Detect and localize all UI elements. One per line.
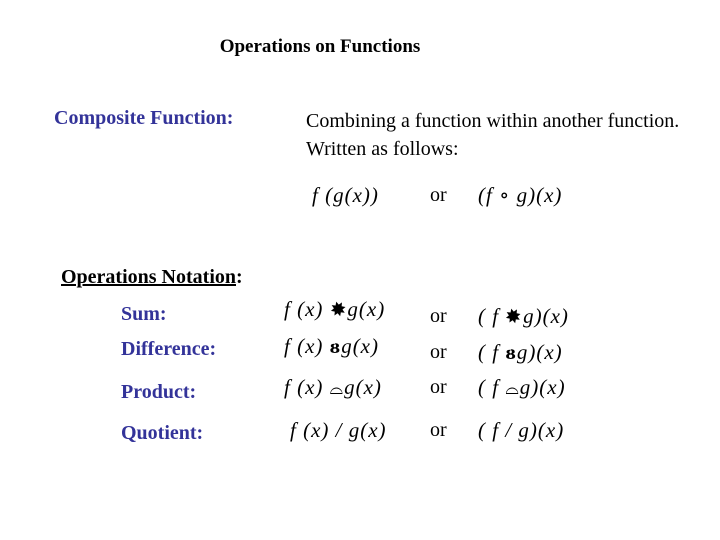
quotient-expression-right — [478, 418, 564, 443]
operations-notation-header — [61, 266, 243, 289]
slide-title: Operations on Functions — [219, 36, 421, 57]
quotient-right-g: g)(x) — [518, 418, 565, 442]
corrupted-times-icon: ⌓ — [505, 379, 520, 398]
sum-left-g: g(x) — [347, 297, 386, 321]
product-right-g: g)(x) — [519, 375, 566, 399]
difference-expression-left — [284, 334, 379, 359]
corrupted-plus-icon: ✸ — [502, 304, 526, 330]
product-or: or — [430, 376, 447, 398]
product-left-f: f (x) — [284, 375, 324, 399]
difference-left-f: f (x) — [284, 334, 324, 358]
quotient-label: Quotient: — [121, 422, 204, 444]
corrupted-minus-icon: ᴕ — [329, 334, 342, 358]
product-right-f: ( f — [478, 375, 500, 399]
corrupted-minus-icon: ᴕ — [505, 340, 517, 364]
composite-function-label: Composite Function: — [54, 107, 234, 129]
composite-expression-right: (f ∘ g)(x) — [478, 183, 563, 207]
composite-expression-left: f (g(x)) — [312, 183, 379, 207]
sum-label: Sum: — [121, 303, 167, 325]
difference-right-g: g)(x) — [516, 340, 563, 364]
composite-or: or — [430, 184, 447, 206]
sum-expression-right — [478, 304, 569, 329]
product-label: Product: — [121, 381, 197, 403]
difference-left-g: g(x) — [341, 334, 379, 358]
product-expression-left — [284, 375, 382, 400]
difference-label: Difference: — [121, 338, 217, 360]
operations-notation-colon: : — [236, 266, 243, 288]
product-left-g: g(x) — [344, 375, 382, 399]
corrupted-plus-icon: ✸ — [327, 297, 351, 323]
quotient-or: or — [430, 419, 447, 441]
difference-expression-right — [478, 340, 563, 365]
sum-left-f: f (x) — [284, 297, 324, 321]
difference-right-f: ( f — [478, 340, 500, 364]
operations-notation-title: Operations Notation — [61, 266, 236, 288]
sum-expression-left — [284, 297, 385, 322]
quotient-left-g: g(x) — [348, 418, 387, 442]
quotient-right-f: ( f / — [478, 418, 513, 442]
sum-right-g: g)(x) — [523, 304, 569, 328]
corrupted-times-icon: ⌓ — [329, 379, 345, 398]
difference-or: or — [430, 341, 447, 363]
sum-or: or — [430, 305, 447, 327]
quotient-left-f: f (x) / — [290, 418, 343, 442]
product-expression-right — [478, 375, 566, 400]
sum-right-f: ( f — [478, 304, 500, 328]
quotient-expression-left — [290, 418, 387, 443]
composite-function-description: Combining a function within another function. Written as follows: — [306, 110, 680, 160]
